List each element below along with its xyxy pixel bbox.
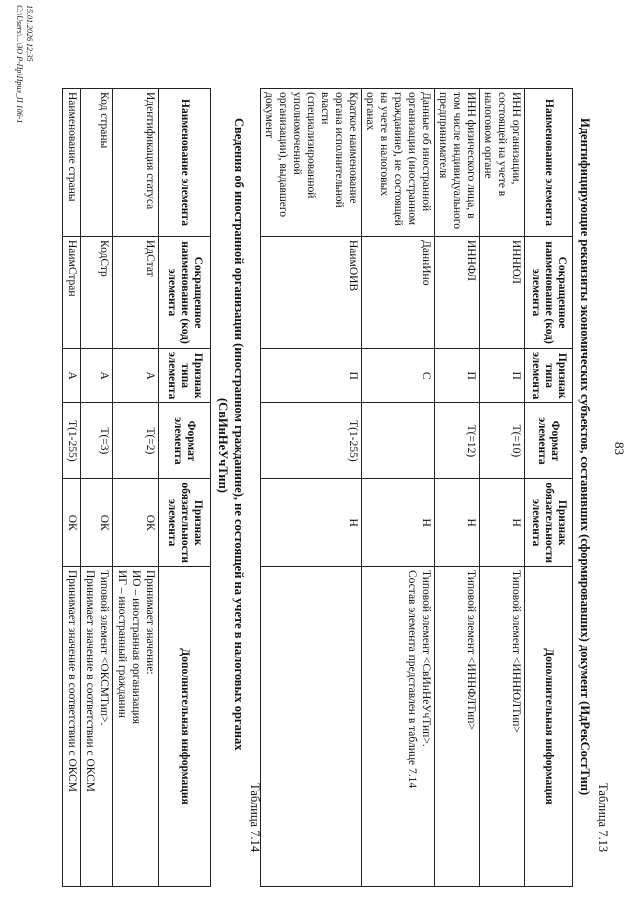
info-line: Принимает значение в соответствии с ОКСМ <box>66 569 78 793</box>
cell-name: Код страны <box>81 89 113 237</box>
info-line: ИО – иностранная организация <box>130 569 142 725</box>
header-short: Сокращенное наименование (код) элемента <box>525 237 573 349</box>
info-line: Принимает значение в соответствии с ОКСМ <box>84 569 96 793</box>
page-number: 83 <box>612 442 627 455</box>
cell-format: T(=3) <box>81 403 113 479</box>
cell-format: T(1-255) <box>261 403 362 479</box>
cell-required: Н <box>480 479 525 567</box>
cell-required: ОК <box>113 479 159 567</box>
cell-short: НаимСтран <box>63 237 81 349</box>
table-7-14 <box>62 88 211 887</box>
cell-name: ИНН физического лица, в том числе индивидуального предпринимателя <box>435 89 480 237</box>
cell-required: Н <box>362 479 435 567</box>
table-title-code: (СвИнНеУчТип) <box>216 398 230 493</box>
info-line: Типовой элемент <ОКСМТип>. <box>98 569 110 726</box>
header-required: Признак обязательности элемента <box>525 479 573 567</box>
cell-required: Н <box>435 479 480 567</box>
cell-format: T(=2) <box>113 403 159 479</box>
table-row <box>63 89 81 887</box>
header-type: Признак типа элемента <box>159 349 211 403</box>
info-line: Принимает значение: <box>144 569 156 675</box>
table-7-13 <box>260 88 573 887</box>
table-row <box>113 89 159 887</box>
table-title: Сведения об иностранной организации (иностранном гражданине), не состоящей на учете в налоговых органах <box>232 118 246 751</box>
cell-type: П <box>435 349 480 403</box>
cell-info <box>81 566 113 886</box>
header-name: Наименование элемента <box>159 89 211 237</box>
cell-info <box>362 566 435 886</box>
cell-type: П <box>261 349 362 403</box>
cell-info <box>435 566 480 886</box>
cell-short: ИННФЛ <box>435 237 480 349</box>
table-row <box>435 89 480 887</box>
header-format: Формат элемента <box>525 403 573 479</box>
cell-required: Н <box>261 479 362 567</box>
cell-short: НаимОИВ <box>261 237 362 349</box>
cell-name: Наименование страны <box>63 89 81 237</box>
cell-short: КодСтр <box>81 237 113 349</box>
cell-short: ИННЮЛ <box>480 237 525 349</box>
cell-format: T(=10) <box>480 403 525 479</box>
cell-format <box>362 403 435 479</box>
footer-print-info <box>14 5 34 123</box>
table-row <box>81 89 113 887</box>
cell-short: ДаннИно <box>362 237 435 349</box>
header-short: Сокращенное наименование (код) элемента <box>159 237 211 349</box>
cell-name: Данные об иностранной организации (иностранном гражданине), не состоящей на учете в налоговых органах <box>362 89 435 237</box>
table-header-row <box>159 89 211 887</box>
cell-info <box>480 566 525 886</box>
info-line: Состав элемента представлен в таблице 7.14 <box>406 569 418 789</box>
cell-name: ИНН организации, состоящей на учете в налоговом органе <box>480 89 525 237</box>
cell-info <box>261 566 362 886</box>
table-row <box>261 89 362 887</box>
cell-info <box>113 566 159 886</box>
cell-format: T(1-255) <box>63 403 81 479</box>
info-line: Типовой элемент <СвИнНеУчТип>. <box>420 569 432 747</box>
footer-date: 15.01.2026 12:35 <box>25 5 34 62</box>
header-type: Признак типа элемента <box>525 349 573 403</box>
table-label: Таблица 7.13 <box>596 783 610 853</box>
cell-name: Краткое наименование органа исполнительной власти (специализированной уполномоченной организации), выдавшего документ <box>261 89 362 237</box>
footer-path: C:\Users\...\ЗО Р-Пр\Прил_П 106-1 <box>15 5 24 124</box>
cell-type: П <box>480 349 525 403</box>
cell-type: С <box>362 349 435 403</box>
cell-name: Идентификация статуса <box>113 89 159 237</box>
header-info: Дополнительная информация <box>525 566 573 886</box>
cell-type: А <box>63 349 81 403</box>
info-line: Типовой элемент <ИННЮЛТип> <box>510 569 522 733</box>
info-line: Типовой элемент <ИННФЛТип> <box>465 569 477 730</box>
cell-type: А <box>81 349 113 403</box>
table-row <box>480 89 525 887</box>
cell-format: T(=12) <box>435 403 480 479</box>
table-label: Таблица 7.14 <box>248 783 262 853</box>
header-name: Наименование элемента <box>525 89 573 237</box>
header-format: Формат элемента <box>159 403 211 479</box>
cell-required: ОК <box>81 479 113 567</box>
table-header-row <box>525 89 573 887</box>
info-line: ИГ – иностранный гражданин <box>116 569 128 718</box>
cell-type: А <box>113 349 159 403</box>
cell-required: ОК <box>63 479 81 567</box>
cell-info <box>63 566 81 886</box>
table-row <box>362 89 435 887</box>
cell-short: ИдСтат <box>113 237 159 349</box>
header-required: Признак обязательности элемента <box>159 479 211 567</box>
header-info: Дополнительная информация <box>159 566 211 886</box>
table-title: Идентифицирующие реквизиты экономических субъектов, составивших (сформировавших) документ (ИдРекСостТип) <box>578 118 592 796</box>
